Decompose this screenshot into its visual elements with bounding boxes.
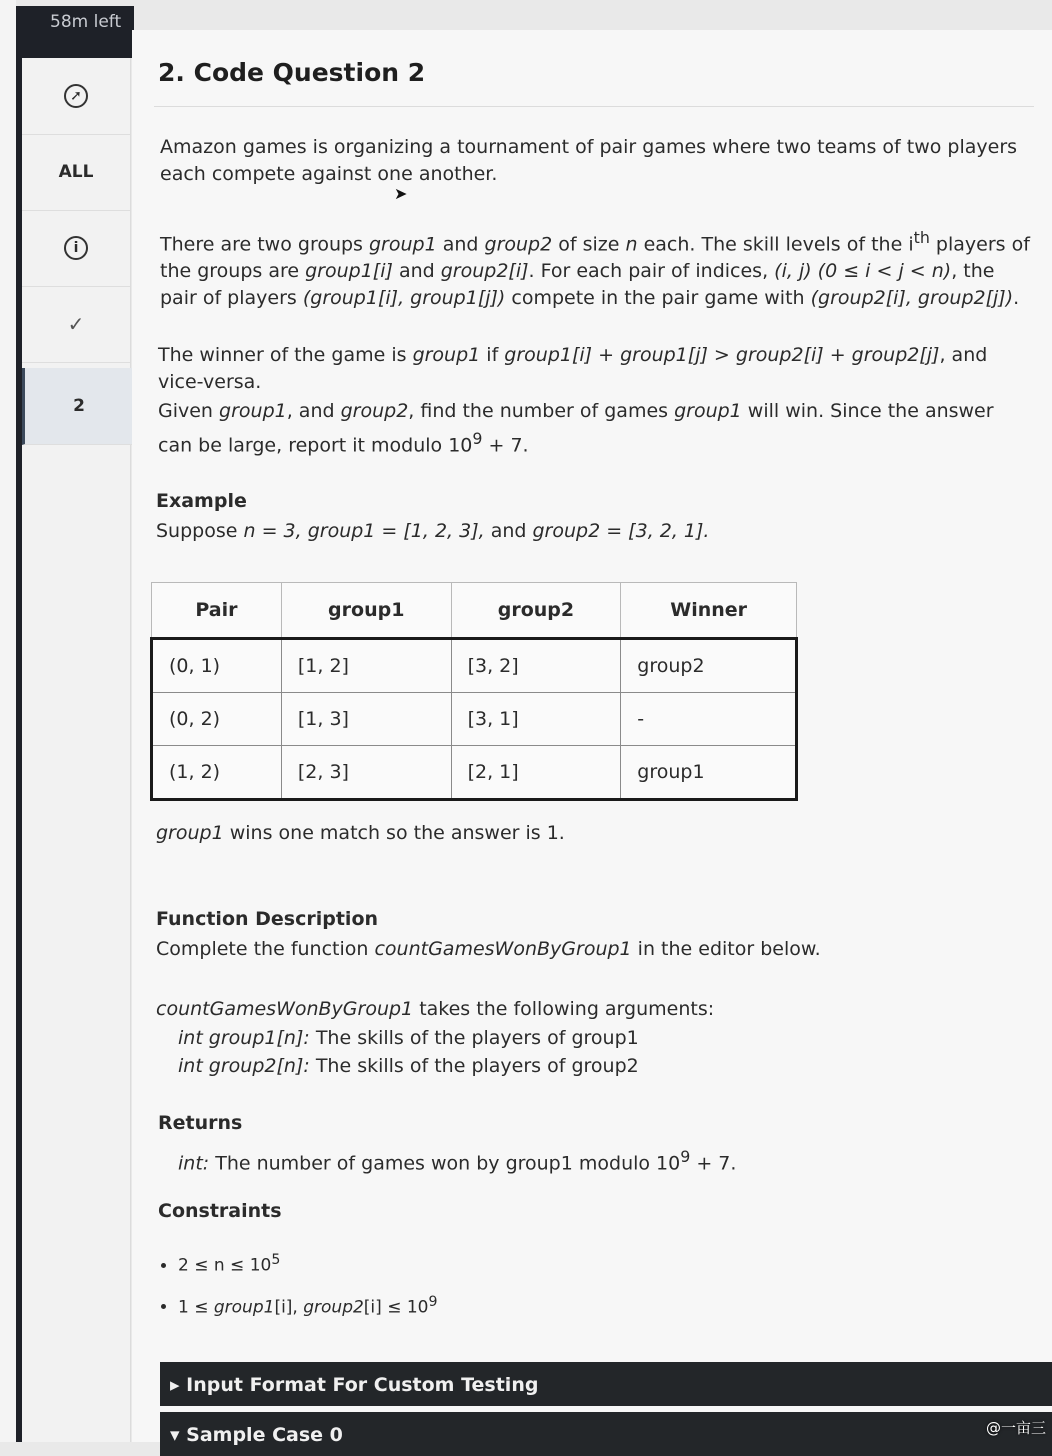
column-header: group1: [281, 583, 451, 639]
table-cell: group1: [621, 746, 797, 800]
table-header-row: [152, 583, 797, 639]
sample-case-toggle[interactable]: ▾ Sample Case 0: [160, 1412, 1052, 1456]
sidebar-item-question-2[interactable]: [22, 368, 133, 445]
example-table: [150, 582, 798, 801]
function-description: Complete the function countGamesWonByGroup1 in the editor below.: [156, 938, 821, 960]
sidebar-item-question-1[interactable]: [22, 286, 130, 363]
table-row: [152, 639, 797, 693]
list-item: • $2 \le n \le 10^5$: [178, 1242, 437, 1284]
table-cell: [3, 2]: [451, 639, 621, 693]
info-button[interactable]: [22, 210, 130, 287]
timer-text: 58m left: [50, 12, 122, 32]
table-cell: [2, 1]: [451, 746, 621, 800]
table-row: [152, 746, 797, 800]
table-cell: -: [621, 693, 797, 746]
column-header: Pair: [152, 583, 282, 639]
argument-item: int group1[n]: The skills of the players of group1: [178, 1027, 639, 1049]
winner-rule: The winner of the game is group1 if group1[i] + group1[j] > group2[i] + group2[j], and vice-versa.: [158, 344, 988, 393]
timer-badge: [32, 6, 134, 58]
example-setup: Suppose n = 3, group1 = [1, 2, 3], and group2 = [3, 2, 1].: [156, 520, 710, 542]
table-cell: group2: [621, 639, 797, 693]
question-panel: [132, 30, 1052, 1446]
constraints-list: [160, 1242, 437, 1325]
table-cell: [1, 2]: [281, 639, 451, 693]
table-cell: (1, 2): [152, 746, 282, 800]
returns-description: int: The number of games won by group1 modulo $10^9 + 7$.: [178, 1147, 737, 1175]
argument-item: int group2[n]: The skills of the players of group2: [178, 1055, 639, 1077]
question-sidebar: [22, 58, 131, 1442]
page-title: 2. Code Question 2: [158, 58, 426, 87]
list-item: • 1 ≤ group1[i], group2[i] ≤ $10^9$: [178, 1284, 437, 1326]
table-cell: (0, 2): [152, 693, 282, 746]
task-statement: Given group1, and group2, find the number of games group1 will win. Since the answer can be large, report it modulo $10^9 + 7$.: [158, 400, 994, 457]
watermark: @一亩三: [985, 1419, 1046, 1437]
table-cell: [2, 3]: [281, 746, 451, 800]
example-answer: group1 wins one match so the answer is 1.: [156, 822, 565, 844]
sidebar-item-label: ALL: [58, 162, 94, 182]
table-cell: (0, 1): [152, 639, 282, 693]
column-header: Winner: [621, 583, 797, 639]
sidebar-item-all[interactable]: [22, 134, 130, 211]
arguments-intro: countGamesWonByGroup1 takes the following arguments:: [156, 998, 715, 1020]
navigate-button[interactable]: [22, 58, 130, 135]
problem-intro: Amazon games is organizing a tournament of pair games where two teams of two players each compete against one another.: [160, 136, 1018, 185]
divider: [154, 106, 1034, 107]
example-heading: Example: [156, 490, 247, 512]
info-icon: i: [64, 236, 88, 260]
column-header: group2: [451, 583, 621, 639]
screen-bezel: [0, 0, 16, 1442]
table-cell: [1, 3]: [281, 693, 451, 746]
returns-heading: Returns: [158, 1112, 243, 1134]
table-cell: [3, 1]: [451, 693, 621, 746]
problem-definition: There are two groups group1 and group2 of size n each. The skill levels of the $i^{th}$ players of the groups are group1[i] and group2[i]. For each pair of indices, (i, j) (0 ≤ i < j < n), the pair of players (group1[i], group1[j]) compete in the pair game with (group2[i], group2[j]).: [160, 228, 1030, 310]
navigate-icon: ➚: [64, 84, 88, 108]
check-icon: ✓: [67, 312, 85, 336]
input-format-toggle[interactable]: ▸ Input Format For Custom Testing: [160, 1362, 1052, 1406]
sidebar-item-label: 2: [73, 396, 85, 416]
mouse-cursor-icon: ➤: [394, 184, 408, 203]
function-description-heading: Function Description: [156, 908, 379, 930]
table-row: [152, 693, 797, 746]
constraints-heading: Constraints: [158, 1200, 282, 1222]
